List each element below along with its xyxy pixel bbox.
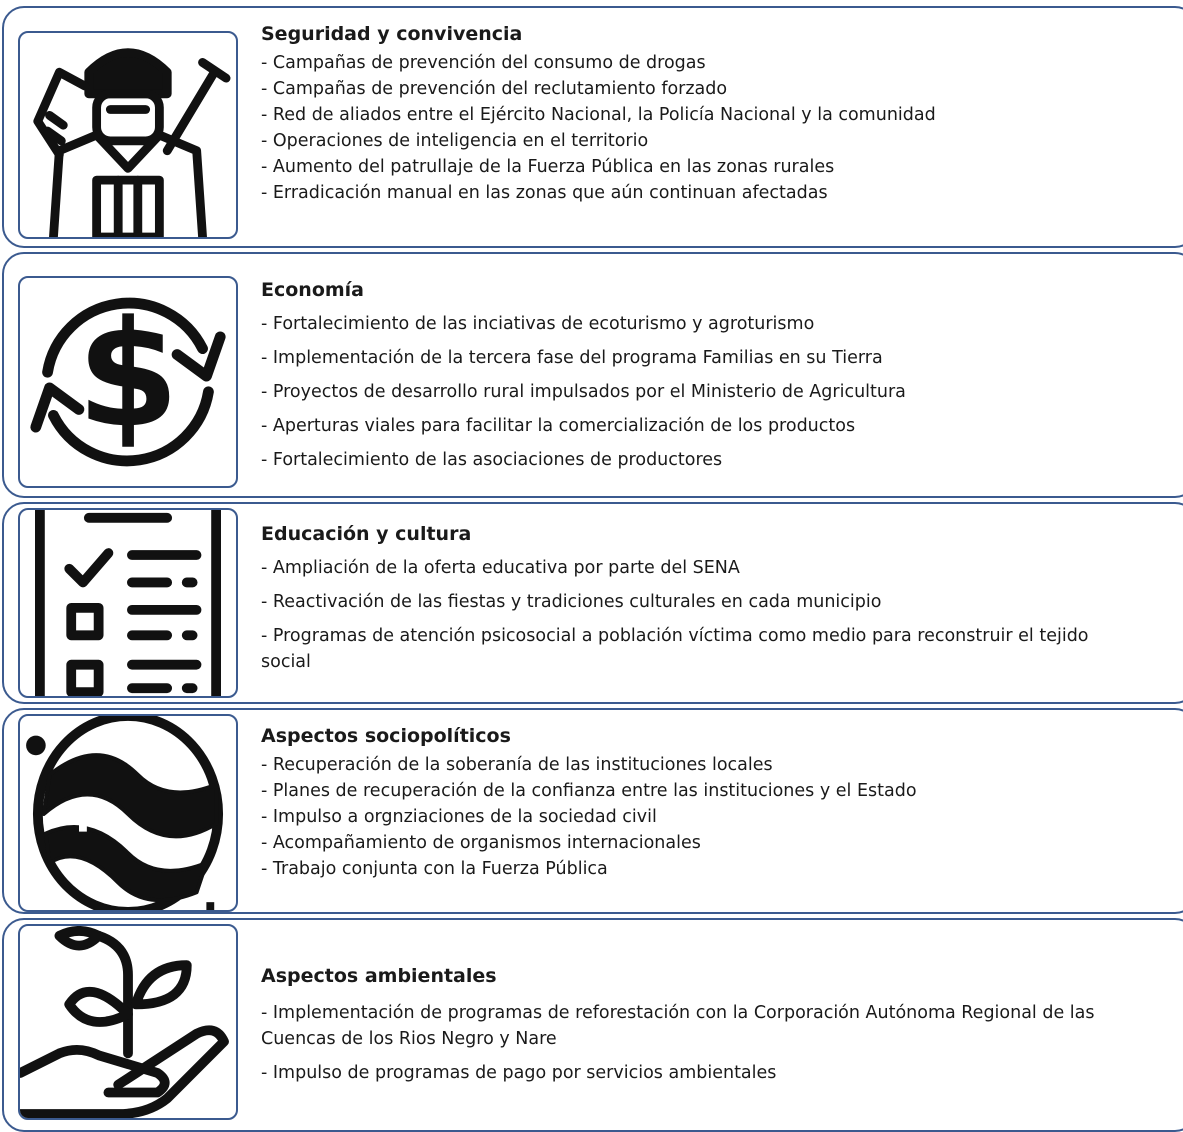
panel-economia (2, 252, 1183, 498)
list-item: - Implementación de la tercera fase del programa Familias en su Tierra (261, 348, 883, 368)
list-item: - Trabajo conjunta con la Fuerza Pública (261, 859, 608, 879)
section-title: Economía (261, 279, 365, 301)
section-title: Aspectos sociopolíticos (261, 725, 511, 747)
dollar-cycle-icon (18, 276, 238, 488)
list-item: - Fortalecimiento de las asociaciones de productores (261, 450, 723, 470)
list-item: - Impulso a orgnziaciones de la sociedad civil (261, 807, 657, 827)
list-item: - Campañas de prevención del consumo de drogas (261, 53, 706, 73)
list-item: - Aperturas viales para facilitar la comercialización de los productos (261, 416, 856, 436)
list-item: - Recuperación de la soberanía de las instituciones locales (261, 755, 773, 775)
hand-plant-icon (18, 924, 238, 1120)
list-item: - Ampliación de la oferta educativa por parte del SENA (261, 558, 740, 578)
soldier-saluting-icon (18, 31, 238, 239)
svg-text:$: $ (76, 288, 180, 461)
handshake-globe-icon (18, 714, 238, 912)
list-item: - Erradicación manual en las zonas que aún continuan afectadas (261, 183, 828, 203)
list-item: - Red de aliados entre el Ejército Nacional, la Policía Nacional y la comunidad (261, 105, 936, 125)
list-item: - Impulso de programas de pago por servicios ambientales (261, 1063, 777, 1083)
section-content (261, 522, 1131, 675)
section-content (261, 964, 1131, 1086)
section-content (261, 724, 1131, 882)
section-content (261, 278, 1131, 481)
list-item: - Acompañamiento de organismos internacionales (261, 833, 701, 853)
panel-sociopoliticos (2, 708, 1183, 914)
list-item: - Aumento del patrullaje de la Fuerza Pública en las zonas rurales (261, 157, 835, 177)
list-item: - Reactivación de las fiestas y tradiciones culturales en cada municipio (261, 592, 882, 612)
list-item: - Operaciones de inteligencia en el territorio (261, 131, 649, 151)
list-item: - Fortalecimiento de las inciativas de ecoturismo y agroturismo (261, 314, 815, 334)
list-item: - Proyectos de desarrollo rural impulsados por el Ministerio de Agricultura (261, 382, 906, 402)
panel-seguridad (2, 6, 1183, 248)
section-content (261, 22, 1131, 206)
section-title: Educación y cultura (261, 523, 472, 545)
list-item: - Implementación de programas de reforestación con la Corporación Autónoma Regional de las Cuencas de los Rios Negro y Nare (261, 1003, 1095, 1049)
panel-ambientales (2, 918, 1183, 1132)
list-item: - Campañas de prevención del reclutamiento forzado (261, 79, 728, 99)
list-item: - Programas de atención psicosocial a población víctima como medio para reconstruir el tejido social (261, 626, 1089, 672)
list-item: - Planes de recuperación de la confianza entre las instituciones y el Estado (261, 781, 917, 801)
section-title: Aspectos ambientales (261, 965, 497, 987)
checklist-icon (18, 508, 238, 698)
section-title: Seguridad y convivencia (261, 23, 523, 45)
panel-educacion (2, 502, 1183, 704)
